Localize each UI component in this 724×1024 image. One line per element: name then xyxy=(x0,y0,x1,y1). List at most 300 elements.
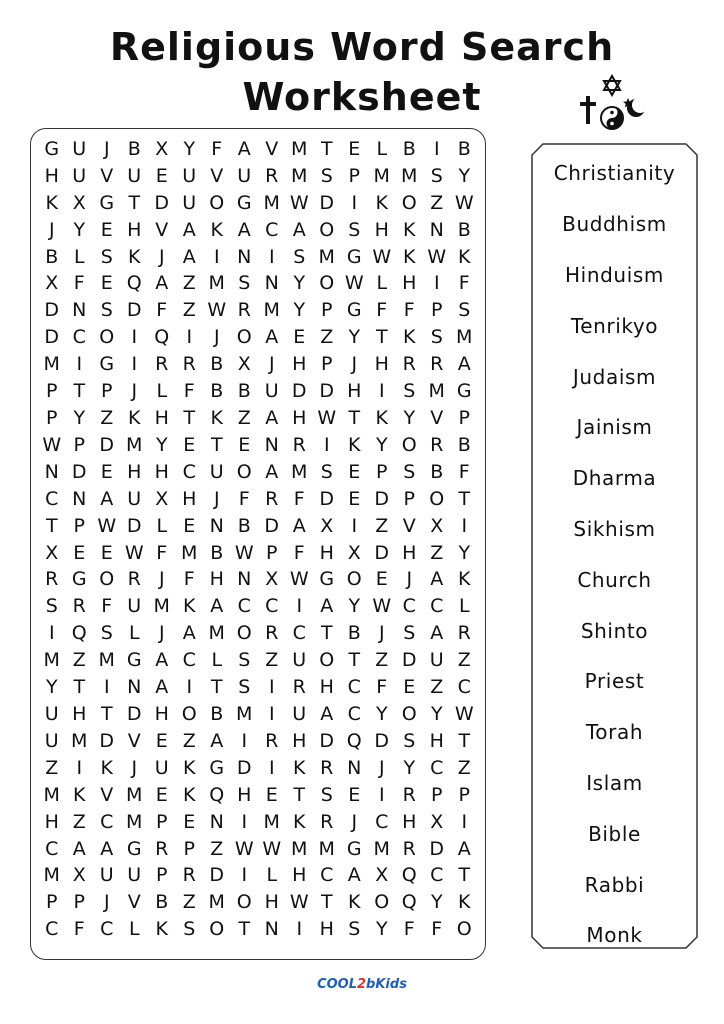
grid-letter: Q xyxy=(401,891,417,914)
grid-letter: F xyxy=(183,568,195,591)
grid-letter: B xyxy=(457,433,471,456)
logo-part-3: bKids xyxy=(366,977,407,992)
grid-letter: Y xyxy=(458,164,471,187)
grid-letter: H xyxy=(182,487,197,510)
grid-letter: Z xyxy=(375,649,389,672)
grid-letter: R xyxy=(402,353,416,376)
grid-letter: K xyxy=(183,595,196,618)
grid-letter: S xyxy=(403,460,416,483)
grid-letter: Y xyxy=(73,407,86,430)
grid-letter: T xyxy=(375,326,388,349)
grid-letter: H xyxy=(402,810,417,833)
grid-letter: C xyxy=(100,810,114,833)
grid-row xyxy=(38,244,478,271)
grid-letter: T xyxy=(210,433,223,456)
grid-letter: C xyxy=(457,676,471,699)
grid-letter: A xyxy=(265,326,279,349)
grid-letter: R xyxy=(292,676,306,699)
grid-letter: N xyxy=(209,514,224,537)
grid-letter: K xyxy=(348,891,361,914)
grid-letter: Q xyxy=(126,272,142,295)
grid-letter: B xyxy=(45,245,59,268)
grid-letter: V xyxy=(127,729,141,752)
grid-letter: F xyxy=(183,380,195,403)
grid-letter: M xyxy=(291,837,308,860)
grid-letter: N xyxy=(264,433,279,456)
grid-letter: I xyxy=(48,622,55,645)
grid-letter: K xyxy=(375,407,388,430)
grid-letter: L xyxy=(266,864,278,887)
grid-letter: D xyxy=(126,702,142,725)
grid-letter: H xyxy=(127,218,142,241)
grid-letter: A xyxy=(155,649,169,672)
grid-letter: A xyxy=(347,864,361,887)
grid-letter: K xyxy=(73,783,86,806)
grid-letter: P xyxy=(46,380,58,403)
grid-letter: Z xyxy=(265,649,279,672)
grid-letter: C xyxy=(430,864,444,887)
grid-letter: H xyxy=(292,864,307,887)
grid-letter: N xyxy=(237,245,252,268)
grid-letter: A xyxy=(100,837,114,860)
grid-letter: U xyxy=(127,595,142,618)
grid-letter: Z xyxy=(237,407,251,430)
grid-letter: W xyxy=(454,702,474,725)
grid-letter: P xyxy=(348,164,360,187)
grid-letter: N xyxy=(72,487,87,510)
grid-letter: Y xyxy=(183,137,196,160)
grid-letter: E xyxy=(293,326,306,349)
grid-letter: R xyxy=(402,837,416,860)
grid-row xyxy=(38,728,478,755)
grid-letter: H xyxy=(292,353,307,376)
grid-letter: B xyxy=(237,380,251,403)
grid-letter: S xyxy=(320,164,333,187)
grid-letter: F xyxy=(458,272,470,295)
grid-letter: B xyxy=(210,702,224,725)
grid-letter: U xyxy=(182,191,197,214)
grid-letter: R xyxy=(155,353,169,376)
grid-letter: E xyxy=(100,272,113,295)
grid-letter: F xyxy=(73,272,85,295)
word-list-item: Hinduism xyxy=(565,262,664,287)
grid-letter: L xyxy=(376,272,388,295)
word-list xyxy=(531,148,698,961)
grid-letter: D xyxy=(319,380,335,403)
grid-letter: O xyxy=(181,702,197,725)
grid-letter: D xyxy=(99,729,115,752)
grid-letter: G xyxy=(236,191,252,214)
grid-row xyxy=(38,297,478,324)
grid-letter: O xyxy=(99,568,115,591)
grid-letter: P xyxy=(403,487,415,510)
grid-letter: C xyxy=(72,326,86,349)
grid-letter: D xyxy=(154,191,170,214)
grid-letter: K xyxy=(45,191,58,214)
grid-letter: G xyxy=(126,837,142,860)
grid-letter: R xyxy=(320,810,334,833)
grid-letter: T xyxy=(348,649,361,672)
grid-letter: I xyxy=(433,272,440,295)
grid-letter: F xyxy=(403,299,415,322)
grid-letter: W xyxy=(124,541,144,564)
grid-letter: E xyxy=(265,783,278,806)
grid-row xyxy=(38,916,478,943)
grid-letter: M xyxy=(208,622,225,645)
grid-letter: C xyxy=(182,460,196,483)
grid-letter: Y xyxy=(375,702,388,725)
grid-letter: A xyxy=(320,595,334,618)
grid-row xyxy=(38,836,478,863)
grid-letter: P xyxy=(183,837,195,860)
grid-letter: M xyxy=(208,891,225,914)
grid-letter: M xyxy=(43,864,60,887)
grid-letter: O xyxy=(236,622,252,645)
grid-letter: Z xyxy=(100,407,114,430)
grid-letter: O xyxy=(374,891,390,914)
grid-letter: M xyxy=(318,245,335,268)
grid-letter: T xyxy=(100,702,113,725)
grid-letter: J xyxy=(268,353,275,376)
grid-letter: S xyxy=(320,783,333,806)
grid-letter: J xyxy=(131,756,138,779)
grid-letter: S xyxy=(238,272,251,295)
grid-letter: D xyxy=(401,649,417,672)
grid-letter: F xyxy=(73,918,85,941)
grid-letter: G xyxy=(346,245,362,268)
grid-letter: P xyxy=(101,380,113,403)
grid-letter: T xyxy=(238,918,251,941)
grid-letter: V xyxy=(100,164,114,187)
grid-letter: T xyxy=(73,380,86,403)
grid-letter: I xyxy=(186,326,193,349)
grid-letter: L xyxy=(73,245,85,268)
grid-letter: G xyxy=(319,568,335,591)
grid-letter: R xyxy=(402,783,416,806)
grid-letter: Y xyxy=(73,218,86,241)
grid-letter: M xyxy=(126,783,143,806)
word-list-item: Priest xyxy=(584,669,645,694)
grid-letter: U xyxy=(264,380,279,403)
grid-row xyxy=(38,486,478,513)
grid-row xyxy=(38,217,478,244)
grid-letter: T xyxy=(128,191,141,214)
grid-letter: Z xyxy=(430,191,444,214)
grid-letter: B xyxy=(127,137,141,160)
grid-letter: R xyxy=(182,353,196,376)
grid-letter: C xyxy=(430,756,444,779)
grid-letter: H xyxy=(429,729,444,752)
grid-letter: A xyxy=(292,514,306,537)
grid-letter: T xyxy=(458,487,471,510)
grid-letter: H xyxy=(374,353,389,376)
grid-letter: T xyxy=(293,783,306,806)
grid-letter: N xyxy=(72,299,87,322)
grid-letter: D xyxy=(374,729,390,752)
grid-letter: W xyxy=(427,245,447,268)
grid-letter: F xyxy=(156,299,168,322)
grid-row xyxy=(38,459,478,486)
grid-letter: U xyxy=(127,164,142,187)
grid-letter: R xyxy=(72,595,86,618)
grid-letter: O xyxy=(209,918,225,941)
grid-letter: E xyxy=(348,783,361,806)
grid-letter: M xyxy=(318,837,335,860)
word-list-item: Dharma xyxy=(572,466,657,491)
grid-letter: V xyxy=(155,218,169,241)
grid-letter: O xyxy=(209,191,225,214)
grid-letter: K xyxy=(183,783,196,806)
grid-letter: E xyxy=(155,729,168,752)
grid-letter: J xyxy=(213,326,220,349)
grid-letter: H xyxy=(292,729,307,752)
grid-letter: L xyxy=(458,595,470,618)
grid-letter: E xyxy=(183,433,196,456)
grid-letter: H xyxy=(264,891,279,914)
grid-letter: D xyxy=(71,460,87,483)
grid-letter: K xyxy=(403,218,416,241)
grid-letter: U xyxy=(127,487,142,510)
grid-letter: I xyxy=(268,702,275,725)
grid-letter: O xyxy=(401,191,417,214)
grid-letter: C xyxy=(237,595,251,618)
grid-letter: O xyxy=(401,702,417,725)
grid-letter: C xyxy=(100,918,114,941)
grid-letter: Y xyxy=(430,891,443,914)
grid-letter: A xyxy=(210,595,224,618)
grid-letter: H xyxy=(154,460,169,483)
grid-letter: A xyxy=(182,245,196,268)
grid-letter: W xyxy=(317,407,337,430)
grid-letter: C xyxy=(265,595,279,618)
grid-row xyxy=(38,862,478,889)
grid-letter: Z xyxy=(45,756,59,779)
grid-letter: Q xyxy=(71,622,87,645)
grid-letter: I xyxy=(351,191,358,214)
grid-letter: R xyxy=(457,622,471,645)
grid-letter: M xyxy=(401,164,418,187)
grid-row xyxy=(38,378,478,405)
grid-row xyxy=(38,889,478,916)
grid-letter: U xyxy=(99,864,114,887)
grid-letter: E xyxy=(375,568,388,591)
grid-letter: K xyxy=(128,407,141,430)
grid-letter: X xyxy=(45,272,59,295)
grid-letter: F xyxy=(238,487,250,510)
grid-letter: S xyxy=(430,326,443,349)
grid-letter: Y xyxy=(430,702,443,725)
grid-letter: U xyxy=(292,702,307,725)
grid-letter: J xyxy=(103,137,110,160)
grid-letter: O xyxy=(319,272,335,295)
grid-letter: S xyxy=(320,460,333,483)
grid-letter: G xyxy=(209,756,225,779)
word-list-item: Bible xyxy=(588,821,641,846)
grid-letter: D xyxy=(374,487,390,510)
grid-letter: X xyxy=(265,568,279,591)
grid-letter: S xyxy=(403,622,416,645)
grid-letter: H xyxy=(209,568,224,591)
religious-symbols-icon xyxy=(576,74,648,136)
grid-letter: U xyxy=(72,137,87,160)
grid-letter: H xyxy=(154,702,169,725)
grid-letter: W xyxy=(372,245,392,268)
grid-letter: U xyxy=(182,164,197,187)
grid-letter: F xyxy=(376,299,388,322)
grid-letter: A xyxy=(237,218,251,241)
grid-letter: D xyxy=(374,541,390,564)
grid-letter: J xyxy=(48,218,55,241)
grid-letter: S xyxy=(100,622,113,645)
grid-row xyxy=(38,567,478,594)
grid-letter: E xyxy=(403,676,416,699)
grid-letter: U xyxy=(429,649,444,672)
grid-letter: W xyxy=(372,595,392,618)
grid-letter: T xyxy=(320,622,333,645)
grid-letter: R xyxy=(292,433,306,456)
grid-letter: C xyxy=(347,702,361,725)
grid-letter: T xyxy=(348,407,361,430)
grid-letter: Y xyxy=(375,433,388,456)
grid-letter: J xyxy=(158,245,165,268)
grid-row xyxy=(38,513,478,540)
grid-letter: D xyxy=(291,380,307,403)
grid-letter: I xyxy=(296,918,303,941)
grid-letter: J xyxy=(103,891,110,914)
grid-letter: J xyxy=(213,487,220,510)
grid-letter: Z xyxy=(182,729,196,752)
grid-letter: L xyxy=(211,649,223,672)
grid-letter: T xyxy=(458,864,471,887)
grid-letter: G xyxy=(99,191,115,214)
grid-letter: G xyxy=(346,837,362,860)
grid-letter: A xyxy=(72,837,86,860)
grid-letter: N xyxy=(44,460,59,483)
grid-letter: L xyxy=(376,137,388,160)
grid-letter: R xyxy=(430,433,444,456)
grid-letter: E xyxy=(100,541,113,564)
grid-letter: C xyxy=(347,676,361,699)
grid-letter: R xyxy=(265,487,279,510)
grid-letter: M xyxy=(71,729,88,752)
grid-letter: I xyxy=(461,810,468,833)
grid-letter: J xyxy=(131,380,138,403)
grid-letter: T xyxy=(210,676,223,699)
grid-letter: H xyxy=(374,218,389,241)
grid-letter: P xyxy=(376,460,388,483)
grid-letter: K xyxy=(375,191,388,214)
grid-letter: H xyxy=(402,541,417,564)
grid-letter: Z xyxy=(320,326,334,349)
grid-letter: N xyxy=(347,756,362,779)
grid-row xyxy=(38,540,478,567)
grid-letter: Z xyxy=(72,649,86,672)
word-list-item: Church xyxy=(577,567,652,592)
grid-letter: H xyxy=(237,783,252,806)
grid-letter: A xyxy=(265,460,279,483)
grid-letter: M xyxy=(208,272,225,295)
grid-row xyxy=(38,136,478,163)
grid-letter: I xyxy=(103,676,110,699)
grid-letter: W xyxy=(42,433,62,456)
grid-letter: B xyxy=(210,353,224,376)
grid-letter: I xyxy=(378,783,385,806)
grid-letter: X xyxy=(320,514,334,537)
grid-letter: I xyxy=(268,676,275,699)
grid-letter: W xyxy=(97,514,117,537)
grid-letter: S xyxy=(348,218,361,241)
grid-letter: C xyxy=(292,622,306,645)
word-list-item: Jainism xyxy=(576,415,653,440)
grid-letter: I xyxy=(76,353,83,376)
grid-letter: R xyxy=(265,729,279,752)
grid-letter: B xyxy=(155,891,169,914)
grid-letter: M xyxy=(456,326,473,349)
grid-letter: P xyxy=(156,864,168,887)
grid-letter: O xyxy=(319,649,335,672)
grid-letter: U xyxy=(127,864,142,887)
grid-letter: Z xyxy=(182,891,196,914)
grid-letter: V xyxy=(402,514,416,537)
grid-row xyxy=(38,432,478,459)
grid-letter: I xyxy=(241,810,248,833)
grid-letter: R xyxy=(237,299,251,322)
grid-row xyxy=(38,190,478,217)
grid-letter: B xyxy=(402,137,416,160)
grid-letter: Z xyxy=(430,676,444,699)
grid-letter: P xyxy=(431,299,443,322)
grid-letter: N xyxy=(264,918,279,941)
grid-letter: E xyxy=(348,487,361,510)
grid-letter: P xyxy=(156,810,168,833)
grid-letter: W xyxy=(234,541,254,564)
grid-letter: X xyxy=(155,137,169,160)
grid-letter: R xyxy=(45,568,59,591)
grid-letter: T xyxy=(458,729,471,752)
grid-letter: S xyxy=(293,245,306,268)
grid-letter: Y xyxy=(458,541,471,564)
grid-letter: A xyxy=(100,487,114,510)
word-list-item: Shinto xyxy=(580,618,649,643)
grid-letter: F xyxy=(156,541,168,564)
logo-part-1: COOL xyxy=(317,977,357,992)
grid-letter: Q xyxy=(346,729,362,752)
grid-letter: W xyxy=(289,891,309,914)
grid-letter: V xyxy=(430,407,444,430)
grid-letter: E xyxy=(155,783,168,806)
grid-letter: M xyxy=(291,164,308,187)
grid-row xyxy=(38,324,478,351)
grid-row xyxy=(38,809,478,836)
grid-letter: J xyxy=(158,568,165,591)
grid-letter: D xyxy=(44,326,60,349)
grid-letter: A xyxy=(182,622,196,645)
grid-letter: W xyxy=(234,837,254,860)
grid-letter: D xyxy=(126,299,142,322)
grid-letter: R xyxy=(265,164,279,187)
grid-letter: M xyxy=(263,810,280,833)
grid-letter: D xyxy=(44,299,60,322)
grid-letter: X xyxy=(72,864,86,887)
grid-letter: W xyxy=(289,568,309,591)
site-logo xyxy=(0,977,724,992)
grid-letter: I xyxy=(351,514,358,537)
grid-letter: A xyxy=(237,137,251,160)
grid-letter: E xyxy=(100,460,113,483)
grid-letter: K xyxy=(458,891,471,914)
grid-row xyxy=(38,620,478,647)
grid-letter: K xyxy=(210,407,223,430)
